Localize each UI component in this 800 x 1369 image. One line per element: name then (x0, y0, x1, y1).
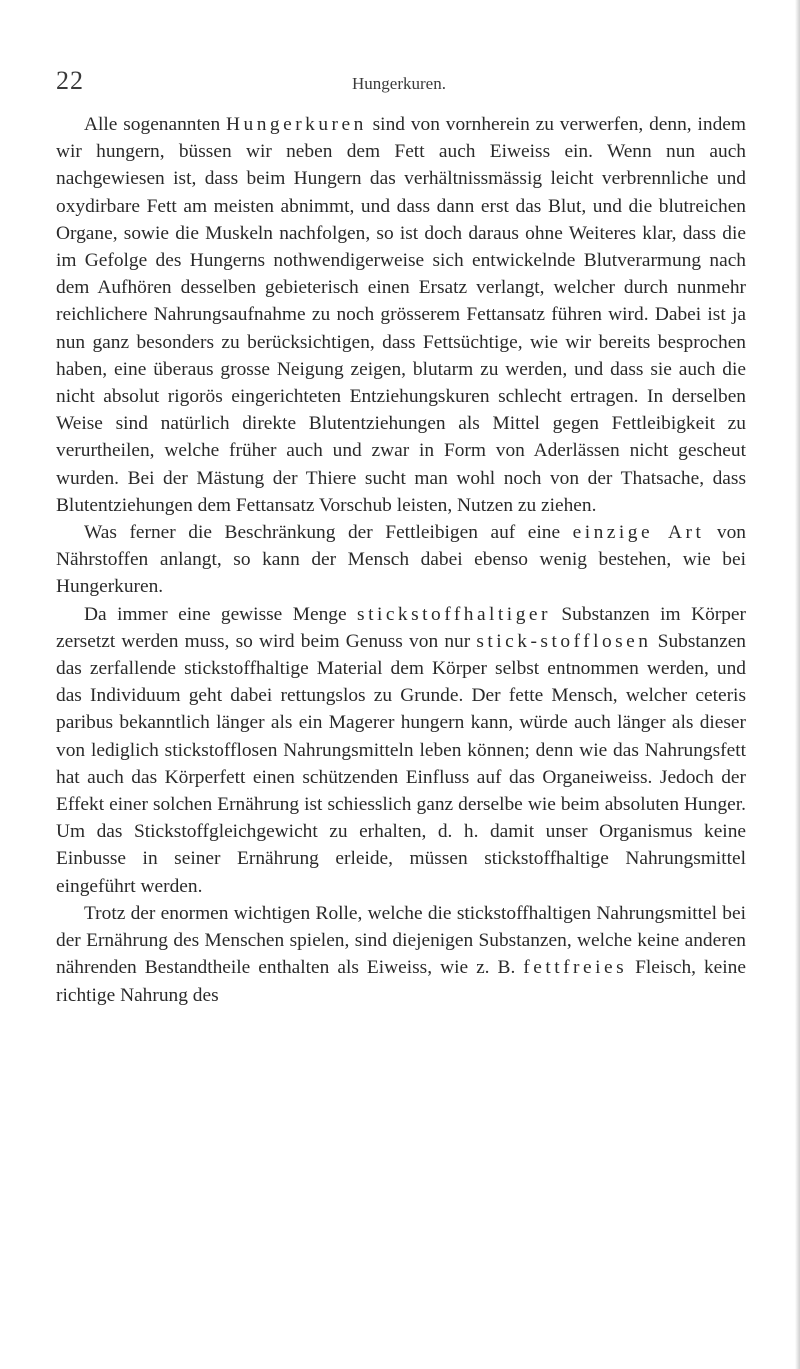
paragraph-1: Alle sogenannten Hungerkuren sind von vornherein zu verwerfen, denn, indem wir hungern, büssen wir neben dem Fett auch Eiweiss ein. Wenn nun auch nachgewiesen ist, dass beim Hungern das verhältnissmässig leicht verbrennliche und oxydirbare Fett am meisten abnimmt, und dass dann erst das Blut, und die blutreichen Organe, sowie die Muskeln nachfolgen, so ist doch daraus ohne Weiteres klar, dass die im Gefolge des Hungerns nothwendigerweise sich entwickelnde Blutverarmung nach dem Aufhören desselben gebieterisch einen Ersatz verlangt, welcher durch nunmehr reichlichere Nahrungsaufnahme zu noch grösserem Fettansatz führen wird. Dabei ist ja nun ganz besonders zu berücksichtigen, dass Fettsüchtige, wie wir bereits besprochen haben, eine überaus grosse Neigung zeigen, blutarm zu werden, und dass sie auch die nicht absolut rigorös eingerichteten Entziehungskuren schlecht ertragen. In derselben Weise sind natürlich direkte Blutentziehungen als Mittel gegen Fettleibigkeit zu verurtheilen, welche früher auch und zwar in Form von Aderlässen nicht gescheut wurden. Bei der Mästung der Thiere sucht man wohl noch von der Thatsache, dass Blutentziehungen dem Fettansatz Vorschub leisten, Nutzen zu ziehen. (56, 114, 746, 516)
page-edge-shadow (795, 0, 800, 1369)
spaced-emphasis: fettfreies (523, 957, 628, 979)
spaced-emphasis: stick-stofflosen (476, 630, 652, 652)
spaced-emphasis: stickstoffhaltiger (357, 603, 551, 625)
spaced-emphasis: einzige Art (572, 522, 705, 544)
page-number: 22 (56, 66, 84, 95)
paragraph-3: Da immer eine gewisse Menge stickstoffhaltiger Substanzen im Körper zersetzt werden muss, so wird beim Genuss von nur stick-stofflosen Substanzen das zerfallende stickstoffhaltige Material dem Körper selbst entnommen werden, und das Individuum geht dabei rettungslos zu Grunde. Der fette Mensch, welcher ceteris paribus bekanntlich länger als ein Magerer hungern kann, würde auch länger als dieser von lediglich stickstofflosen Nahrungsmitteln leben können; denn wie das Nahrungsfett hat auch das Körperfett einen schützenden Einfluss auf das Organeiweiss. Jedoch der Effekt einer solchen Ernährung ist schiesslich ganz derselbe wie beim absoluten Hunger. Um das Stickstoffgleichgewicht zu erhalten, d. h. damit unser Organismus keine Einbusse in seiner Ernährung erleide, müssen stickstoffhaltige Nahrungsmittel eingeführt werden. (56, 603, 747, 897)
running-head: Hungerkuren. (352, 74, 446, 93)
spaced-emphasis: Hungerkuren (226, 114, 367, 135)
paragraph-4: Trotz der enormen wichtigen Rolle, welche die stickstoffhaltigen Nahrungsmittel bei der Ernährung des Menschen spielen, sind diejenigen Substanzen, welche keine anderen nährenden Bestandtheile enthalten als Eiweiss, wie z. B. fettfreies Fleisch, keine richtige Nahrung des (56, 902, 746, 1006)
paragraph-2: Was ferner die Beschränkung der Fettleibigen auf eine einzige Art von Nährstoffen anlangt, so kann der Mensch dabei ebenso wenig bestehen, wie bei Hungerkuren. (56, 522, 746, 598)
body-text (56, 111, 746, 1009)
page-header (56, 66, 746, 96)
